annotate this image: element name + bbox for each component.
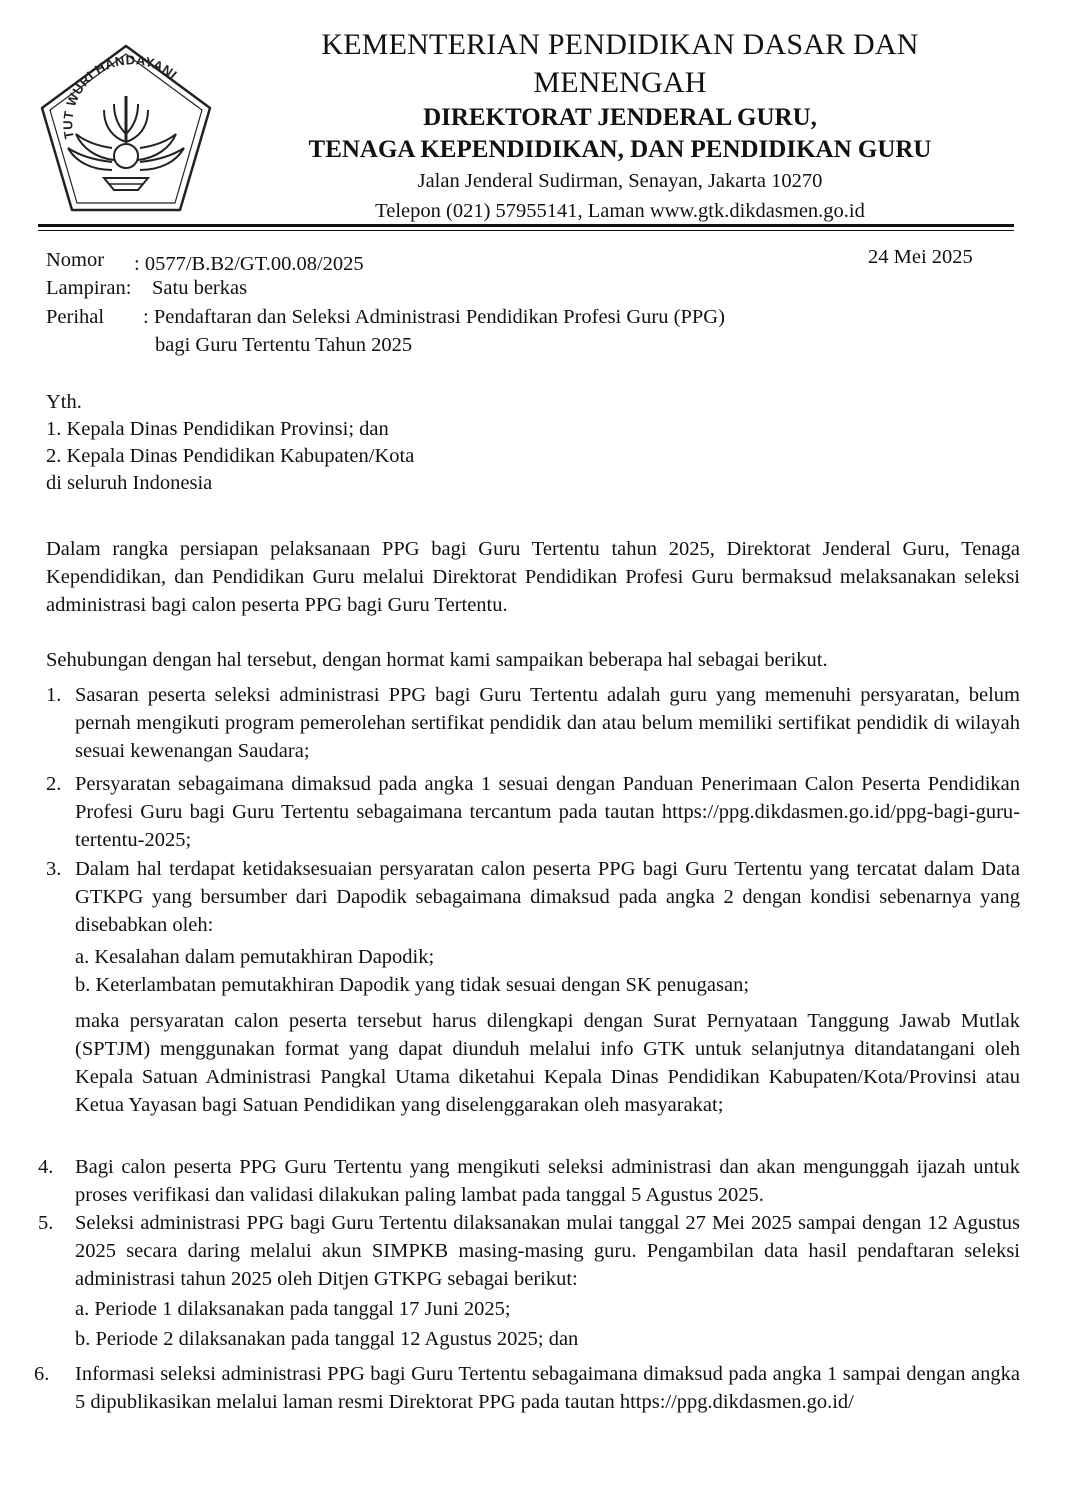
intro-paragraph: Dalam rangka persiapan pelaksanaan PPG bagi Guru Tertentu tahun 2025, Direktorat Jenderal Guru, Tenaga Kependidikan, dan Pendidikan Guru melalui Direktorat Pendidikan Profesi Guru bermaksud melaksanakan seleksi administrasi bagi calon peserta PPG bagi Guru Tertentu. bbox=[46, 538, 1020, 616]
point-closing-text: maka persyaratan calon peserta tersebut harus dilengkapi dengan Surat Pernyataan Tanggung Jawab Mutlak (SPTJM) menggunakan format yang dapat diunduh melalui info GTK untuk selanjutnya ditandatangani oleh Kepala Satuan Administrasi Pangkal Utama diketahui Kepala Dinas Pendidikan Kabupaten/Kota/Provinsi atau Ketua Yayasan bagi Satuan Pendidikan yang diselenggarakan oleh masyarakat; bbox=[75, 1010, 1020, 1116]
contact-line: Telepon (021) 57955141, Laman www.gtk.dikdasmen.go.id bbox=[375, 200, 865, 222]
point-text: Dalam hal terdapat ketidaksesuaian persyaratan calon peserta PPG bagi Guru Tertentu yang tercatat dalam Data GTKPG yang bersumber dari Dapodik sebagaimana dimaksud pada angka 2 dengan kondisi sebenarnya yang disebabkan oleh: bbox=[75, 858, 1020, 936]
point-text: Sasaran peserta seleksi administrasi PPG bagi Guru Tertentu adalah guru yang memenuhi persyaratan, belum pernah mengikuti program pemerolehan sertifikat pendidik dan atau belum memiliki sertifikat pendidik di wilayah sesuai kewenangan Saudara; bbox=[75, 684, 1020, 762]
letter-date: 24 Mei 2025 bbox=[868, 246, 973, 268]
ministry-name-line1: KEMENTERIAN PENDIDIKAN DASAR DAN bbox=[321, 28, 919, 61]
letterhead bbox=[220, 26, 1020, 226]
salutation: Yth. bbox=[46, 391, 82, 413]
point-number: 1. bbox=[46, 684, 62, 706]
directorate-name-line1: DIREKTORAT JENDERAL GURU, bbox=[423, 104, 817, 131]
point-text: Bagi calon peserta PPG Guru Tertentu yang mengikuti seleksi administrasi dan akan mengunggah ijazah untuk proses verifikasi dan validasi dilakukan paling lambat pada tanggal 5 Agustus 2025. bbox=[75, 1156, 1020, 1206]
point-number: 3. bbox=[46, 858, 62, 880]
ministry-name-line2: MENENGAH bbox=[533, 66, 707, 99]
logo-text: TUT WURI HANDAYANI bbox=[60, 52, 181, 141]
letterhead-divider-thin bbox=[38, 230, 1014, 231]
letterhead-divider-thick bbox=[38, 224, 1014, 227]
point-subitem: a. Kesalahan dalam pemutakhiran Dapodik; bbox=[75, 946, 435, 968]
perihal-value-line1: : Pendaftaran dan Seleksi Administrasi Pendidikan Profesi Guru (PPG) bbox=[143, 306, 725, 328]
tut-wuri-handayani-logo bbox=[34, 38, 218, 222]
point-text: Seleksi administrasi PPG bagi Guru Tertentu dilaksanakan mulai tanggal 27 Mei 2025 sampai dengan 12 Agustus 2025 secara daring melalui akun SIMPKB masing-masing guru. Pengambilan data hasil pendaftaran seleksi administrasi tahun 2025 oleh Ditjen GTKPG sebagai berikut: bbox=[75, 1212, 1020, 1290]
perihal-value-line2: bagi Guru Tertentu Tahun 2025 bbox=[155, 334, 413, 356]
point-subitem: b. Periode 2 dilaksanakan pada tanggal 12 Agustus 2025; dan bbox=[75, 1328, 579, 1350]
nomor-value: : 0577/B.B2/GT.00.08/2025 bbox=[134, 253, 364, 275]
directorate-name-line2: TENAGA KEPENDIDIKAN, DAN PENDIDIKAN GURU bbox=[308, 136, 932, 163]
point-number: 4. bbox=[38, 1156, 54, 1178]
perihal-label: Perihal bbox=[46, 306, 105, 328]
lampiran-label: Lampiran: bbox=[46, 277, 132, 299]
nomor-label: Nomor bbox=[46, 249, 105, 271]
point-subitem: b. Keterlambatan pemutakhiran Dapodik yang tidak sesuai dengan SK penugasan; bbox=[75, 974, 750, 996]
lead-sentence: Sehubungan dengan hal tersebut, dengan hormat kami sampaikan beberapa hal sebagai berikut. bbox=[46, 649, 828, 671]
point-number: 6. bbox=[34, 1363, 50, 1385]
point-subitem: a. Periode 1 dilaksanakan pada tanggal 17 Juni 2025; bbox=[75, 1298, 511, 1320]
recipient-location: di seluruh Indonesia bbox=[46, 472, 213, 494]
point-number: 2. bbox=[46, 773, 62, 795]
point-text: Informasi seleksi administrasi PPG bagi Guru Tertentu sebagaimana dimaksud pada angka 1 sampai dengan angka 5 dipublikasikan melalui laman resmi Direktorat PPG pada tautan https://ppg.dikdasmen.go.id/ bbox=[75, 1363, 1020, 1413]
lampiran-value: Satu berkas bbox=[152, 277, 248, 299]
recipient-item: 1. Kepala Dinas Pendidikan Provinsi; dan bbox=[46, 418, 389, 440]
recipient-item: 2. Kepala Dinas Pendidikan Kabupaten/Kota bbox=[46, 445, 415, 467]
address-line: Jalan Jenderal Sudirman, Senayan, Jakarta 10270 bbox=[417, 170, 823, 192]
point-text: Persyaratan sebagaimana dimaksud pada angka 1 sesuai dengan Panduan Penerimaan Calon Peserta Pendidikan Profesi Guru bagi Guru Tertentu sebagaimana tercantum pada tautan https://ppg.dikdasmen.go.id/ppg-bagi-guru-tertentu-2025; bbox=[75, 773, 1020, 851]
point-number: 5. bbox=[38, 1212, 54, 1234]
